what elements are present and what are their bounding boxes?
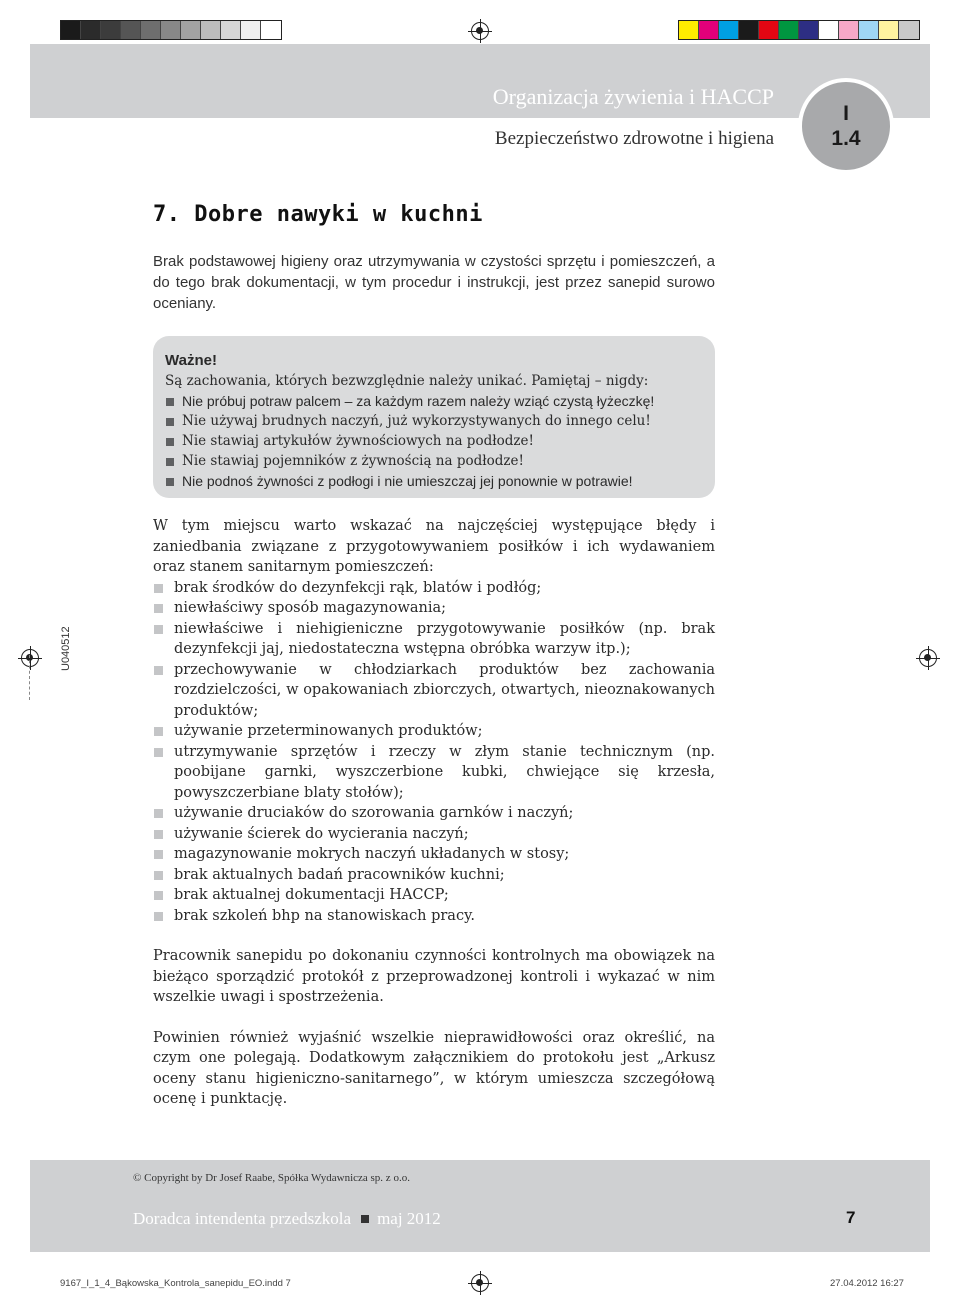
list-item-text: utrzymywanie sprzętów i rzeczy w złym stanie technicznym (np. poobijane garnki, wyszczerbione kubki, chwiejące się krzesła, powyszczerbiane blaty stołów); (174, 743, 715, 801)
list-item-text: brak aktualnej dokumentacji HACCP; (174, 887, 449, 903)
side-dashed-line (29, 655, 31, 700)
gray-swatch (161, 21, 181, 39)
square-bullet-icon (154, 748, 163, 757)
list-item (153, 803, 715, 824)
color-swatch (699, 21, 719, 39)
list-item (153, 578, 715, 599)
list-item (153, 885, 715, 906)
list-item-text: Nie stawiaj artykułów żywnościowych na podłodze! (182, 433, 534, 449)
publication-title: Doradca intendenta przedszkola (133, 1209, 352, 1228)
square-bullet-icon (154, 850, 163, 859)
list-item (165, 471, 715, 491)
square-bullet-icon (166, 438, 174, 446)
section-badge-part: I (843, 102, 849, 125)
color-swatch (679, 21, 699, 39)
list-item (165, 451, 715, 471)
gray-swatch (101, 21, 121, 39)
square-bullet-icon (166, 398, 174, 406)
list-item-text: Nie stawiaj pojemników z żywnością na podłodze! (182, 453, 524, 469)
list-item-text: używanie druciaków do szorowania garnków i naczyń; (174, 805, 574, 821)
registration-mark-right (919, 649, 937, 667)
footer-publication (133, 1209, 441, 1229)
publication-date: maj 2012 (377, 1209, 441, 1228)
square-bullet-icon (154, 891, 163, 900)
chapter-title: 7. Dobre nawyki w kuchni (153, 202, 483, 227)
print-slug-filename: 9167_I_1_4_Bąkowska_Kontrola_sanepidu_EO.indd 7 (60, 1278, 291, 1289)
square-separator-icon (361, 1215, 369, 1223)
color-swatch (899, 21, 919, 39)
intro-paragraph: Brak podstawowej higieny oraz utrzymywania w czystości sprzętu i pomieszczeń, a do tego brak dokumentacji, w tym procedur i instrukcji, jest przez sanepid surowo oceniany. (153, 253, 715, 312)
side-product-code: U040512 (60, 626, 72, 671)
list-item-text: Nie próbuj potraw palcem – za każdym razem należy wziąć czystą łyżeczkę! (182, 393, 655, 409)
assessment-sheet-paragraph: Powinien również wyjaśnić wszelkie nieprawidłowości oraz określić, na czym one polegają. Dodatkowym załącznikiem do protokołu jest „Arkusz oceny stanu higieniczno-sanitarnego”, w którym umieszcza szczegółową ocenę i punktację. (153, 1029, 715, 1107)
list-item (153, 619, 715, 660)
square-bullet-icon (166, 458, 174, 466)
important-lead: Są zachowania, których bezwzględnie należy unikać. Pamiętaj – nigdy: (165, 373, 649, 389)
grayscale-color-bar (60, 20, 282, 40)
gray-swatch (81, 21, 101, 39)
gray-swatch (241, 21, 261, 39)
color-swatch (759, 21, 779, 39)
header-band (30, 44, 930, 118)
list-item (165, 391, 715, 411)
square-bullet-icon (154, 727, 163, 736)
section-badge-number: 1.4 (831, 127, 861, 150)
list-item-text: niewłaściwy sposób magazynowania; (174, 600, 447, 616)
registration-mark-top (471, 22, 489, 40)
color-swatch (719, 21, 739, 39)
list-item-text: brak aktualnych badań pracowników kuchni; (174, 866, 505, 883)
gray-swatch (121, 21, 141, 39)
list-item-text: używanie ścierek do wycierania naczyń; (174, 825, 469, 842)
section-badge (798, 78, 894, 174)
important-heading: Ważne! (165, 352, 217, 369)
square-bullet-icon (154, 830, 163, 839)
square-bullet-icon (166, 478, 174, 486)
color-swatch (799, 21, 819, 39)
square-bullet-icon (154, 604, 163, 613)
print-slug-timestamp: 27.04.2012 16:27 (830, 1278, 904, 1289)
square-bullet-icon (154, 625, 163, 634)
color-swatch (779, 21, 799, 39)
list-item-text: przechowywanie w chłodziarkach produktów bez zachowania rozdzielczości, w opakowaniach zbiorczych, otwartych, nieoznakowanych produktów; (174, 661, 715, 719)
square-bullet-icon (154, 666, 163, 675)
gray-swatch (61, 21, 81, 39)
errors-intro-paragraph: W tym miejscu warto wskazać na najczęściej występujące błędy i zaniedbania związane z przygotowywaniem posiłków i ich wydawaniem oraz stanem sanitarnym pomieszczeń: (153, 518, 715, 575)
gray-swatch (221, 21, 241, 39)
list-item (153, 844, 715, 865)
main-content (153, 516, 715, 1110)
list-item-text: niewłaściwe i niehigieniczne przygotowywanie posiłków (np. brak dezynfekcji jaj, niedostateczna wstępna obróbka warzyw itp.); (174, 620, 715, 657)
list-item (165, 431, 715, 451)
color-swatch (739, 21, 759, 39)
important-list (165, 391, 715, 491)
gray-swatch (141, 21, 161, 39)
list-item-text: magazynowanie mokrych naczyń układanych w stosy; (174, 846, 570, 862)
color-swatch (839, 21, 859, 39)
square-bullet-icon (154, 912, 163, 921)
list-item (153, 742, 715, 804)
list-item-text: brak szkoleń bhp na stanowiskach pracy. (174, 907, 475, 924)
gray-swatch (261, 21, 281, 39)
list-item-text: brak środków do dezynfekcji rąk, blatów i podłóg; (174, 579, 542, 596)
list-item-text: Nie używaj brudnych naczyń, już wykorzystywanych do innego celu! (182, 413, 651, 429)
list-item (153, 906, 715, 927)
color-swatch (819, 21, 839, 39)
list-item (153, 660, 715, 722)
square-bullet-icon (154, 584, 163, 593)
inspection-protocol-paragraph: Pracownik sanepidu po dokonaniu czynności kontrolnych ma obowiązek na bieżąco sporządzić protokół z przeprowadzonej kontroli i wykazać w nim wszelkie uwagi i spostrzeżenia. (153, 948, 715, 1005)
square-bullet-icon (154, 871, 163, 880)
registration-mark-bottom (471, 1274, 489, 1292)
cmyk-color-bar (678, 20, 920, 40)
square-bullet-icon (166, 418, 174, 426)
color-swatch (879, 21, 899, 39)
list-item (153, 598, 715, 619)
gray-swatch (181, 21, 201, 39)
gray-swatch (201, 21, 221, 39)
list-item (153, 865, 715, 886)
list-item (153, 721, 715, 742)
running-header-title: Organizacja żywienia i HACCP (492, 84, 774, 109)
color-swatch (859, 21, 879, 39)
square-bullet-icon (154, 809, 163, 818)
list-item (165, 411, 715, 431)
important-notice-box (153, 336, 715, 498)
copyright-notice: © Copyright by Dr Josef Raabe, Spółka Wydawnicza sp. z o.o. (133, 1172, 410, 1184)
errors-list (153, 578, 715, 927)
list-item-text: Nie podnoś żywności z podłogi i nie umieszczaj jej ponownie w potrawie! (182, 473, 633, 489)
running-header-subtitle: Bezpieczeństwo zdrowotne i higiena (494, 128, 774, 149)
page-number: 7 (846, 1208, 856, 1227)
list-item (153, 824, 715, 845)
list-item-text: używanie przeterminowanych produktów; (174, 723, 483, 739)
